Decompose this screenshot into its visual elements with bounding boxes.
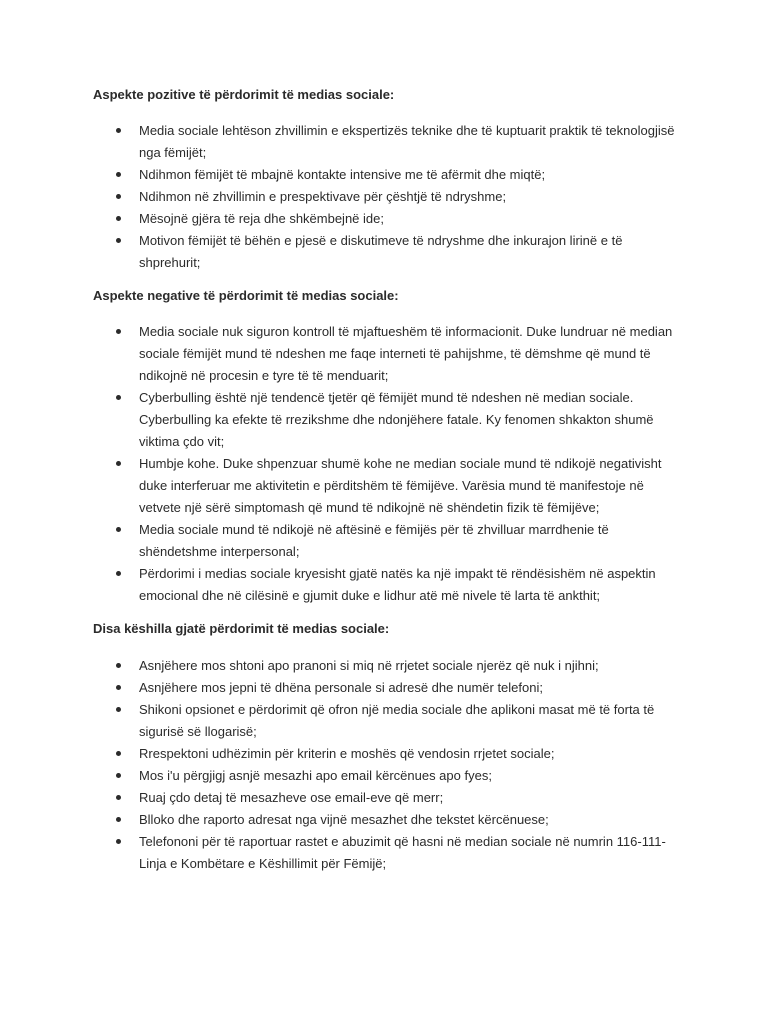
list-item: Media sociale mund të ndikojë në aftësinë e fëmijës për të zhvilluar marrdhenie të shëndetshme interpersonal; [0, 519, 679, 563]
bullet-icon [116, 527, 121, 532]
negative-aspects-list [0, 321, 679, 607]
positive-aspects-list [0, 120, 679, 274]
bullet-icon [116, 128, 121, 133]
bullet-icon [116, 751, 121, 756]
bullet-icon [116, 461, 121, 466]
section-heading-tips: Disa këshilla gjatë përdorimit të medias sociale: [93, 621, 390, 636]
list-item: Motivon fëmijët të bëhën e pjesë e diskutimeve të ndryshme dhe inkurajon lirinë e të shprehurit; [0, 230, 679, 274]
bullet-icon [116, 773, 121, 778]
list-item: Media sociale nuk siguron kontroll të mjaftueshëm të informacionit. Duke lundruar në median sociale fëmijët mund të ndeshen me faqe interneti të pahijshme, të dëmshme që mund të ndikojnë në procesin e tyre të të menduarit; [0, 321, 679, 387]
list-item: Telefononi për të raportuar rastet e abuzimit që hasni në median sociale në numrin 116-111- Linja e Kombëtare e Këshillimit për Fëmijë; [0, 831, 679, 875]
bullet-icon [116, 216, 121, 221]
list-item: Ruaj çdo detaj të mesazheve ose email-eve që merr; [0, 787, 679, 809]
bullet-icon [116, 817, 121, 822]
bullet-icon [116, 571, 121, 576]
bullet-icon [116, 194, 121, 199]
list-item: Ndihmon fëmijët të mbajnë kontakte intensive me të afërmit dhe miqtë; [0, 164, 679, 186]
list-item: Shikoni opsionet e përdorimit që ofron një media sociale dhe aplikoni masat më të forta të sigurisë së llogarisë; [0, 699, 679, 743]
list-item: Media sociale lehtëson zhvillimin e ekspertizës teknike dhe të kuptuarit praktik të teknologjisë nga fëmijët; [0, 120, 679, 164]
list-item: Rrespektoni udhëzimin për kriterin e moshës që vendosin rrjetet sociale; [0, 743, 679, 765]
bullet-icon [116, 795, 121, 800]
list-item: Ndihmon në zhvillimin e prespektivave për çështjë të ndryshme; [0, 186, 679, 208]
list-item: Mos i'u përgjigj asnjë mesazhi apo email kërcënues apo fyes; [0, 765, 679, 787]
list-item: Asnjëhere mos jepni të dhëna personale si adresë dhe numër telefoni; [0, 677, 679, 699]
bullet-icon [116, 685, 121, 690]
bullet-icon [116, 839, 121, 844]
list-item: Asnjëhere mos shtoni apo pranoni si miq në rrjetet sociale njerëz që nuk i njihni; [0, 655, 679, 677]
list-item: Cyberbulling është një tendencë tjetër që fëmijët mund të ndeshen në median sociale. Cyberbulling ka efekte të rrezikshme dhe ndonjëhere fatale. Ky fenomen shkakton shumë viktima çdo vit; [0, 387, 679, 453]
bullet-icon [116, 395, 121, 400]
list-item: Blloko dhe raporto adresat nga vijnë mesazhet dhe tekstet kërcënuese; [0, 809, 679, 831]
bullet-icon [116, 172, 121, 177]
tips-list [0, 655, 679, 875]
bullet-icon [116, 238, 121, 243]
bullet-icon [116, 707, 121, 712]
bullet-icon [116, 663, 121, 668]
bullet-icon [116, 329, 121, 334]
section-heading-positive: Aspekte pozitive të përdorimit të medias sociale: [93, 87, 395, 102]
section-heading-negative: Aspekte negative të përdorimit të medias sociale: [93, 288, 399, 303]
list-item: Humbje kohe. Duke shpenzuar shumë kohe ne median sociale mund të ndikojë negativisht duke interferuar me aktivitetin e përditshëm të fëmijëve. Varësia mund të manifestoje në vetvete një sërë simptomash që mund të ndikojnë në shëndetin fizik të fëmijëve; [0, 453, 679, 519]
list-item: Mësojnë gjëra të reja dhe shkëmbejnë ide; [0, 208, 679, 230]
list-item: Përdorimi i medias sociale kryesisht gjatë natës ka një impakt të rëndësishëm në aspektin emocional dhe në cilësinë e gjumit duke e lidhur atë më nivele të larta të ankthit; [0, 563, 679, 607]
